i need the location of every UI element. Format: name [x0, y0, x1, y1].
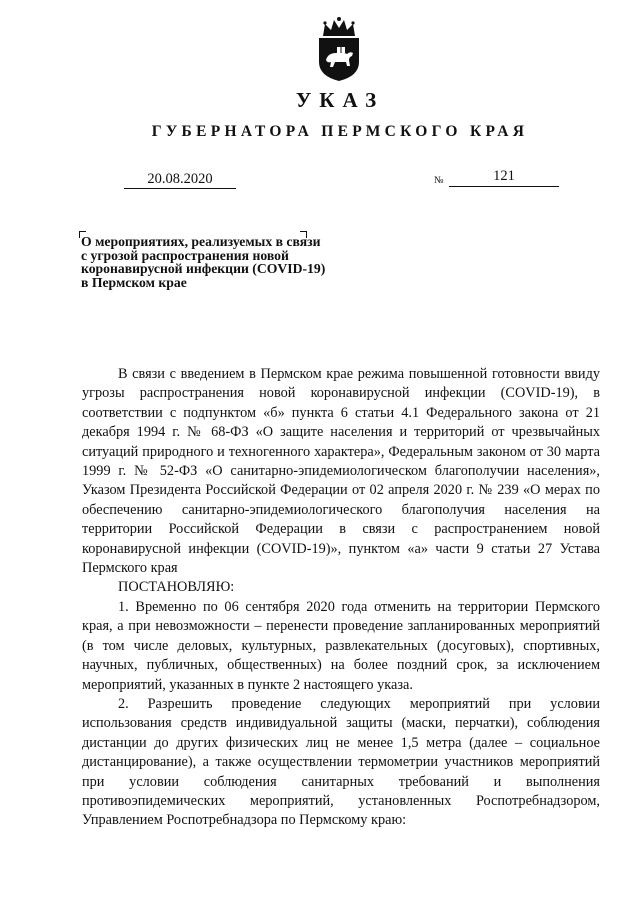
document-title: УКАЗ — [295, 88, 385, 112]
heading-line: в Пермском крае — [81, 274, 187, 290]
heading-line: О мероприятиях, реализуемых в связи — [81, 234, 321, 249]
heading-line: с угрозой распространения новой — [81, 247, 289, 263]
resolve-line: ПОСТАНОВЛЯЮ: — [118, 579, 235, 596]
perm-krai-coat-of-arms-icon — [313, 16, 365, 82]
number-sign: № — [434, 175, 444, 186]
document-heading — [81, 235, 381, 289]
document-number: 121 — [449, 166, 559, 187]
preamble-paragraph: В связи с введением в Пермском крае режима повышенной готовности ввиду угрозы распространения новой коронавирусной инфекции (COVID-19), в соответствии с подпунктом «б» пункта 6 статьи 4.1 Федерального закона от 21 декабря 1994 г. № 68-ФЗ «О защите населения и территорий от чрезвычайных ситуаций природного и техногенного характера», Федеральным законом от 30 марта 1999 г. № 52-ФЗ «О санитарно-эпидемиологическом благополучии населения», Указом Президента Российской Федерации от 02 апреля 2020 г. № 239 «О мерах по обеспечению санитарно-эпидемиологического благополучия населения на территории Российской Федерации в связи с распространением новой коронавирусной инфекции (COVID-19)», пунктом «а» части 9 статьи 27 Устава Пермского края — [82, 366, 600, 577]
document-body — [82, 365, 600, 831]
item-2-paragraph: 2. Разрешить проведение следующих мероприятий при условии использования средств индивидуальной защиты (маски, перчатки), соблюдения дистанции до других физических лиц не менее 1,5 метра (далее – социальное дистанцирование), а также осуществлении термометрии участников мероприятий при условии соблюдения санитарных требований и выполнения противоэпидемических мероприятий, установленных Роспотребнадзором, Управлением Роспотребнадзора по Пермскому краю: — [82, 695, 600, 829]
item-1-paragraph: 1. Временно по 06 сентября 2020 года отменить на территории Пермского края, а при невозможности – перенести проведение запланированных мероприятий (в том числе деловых, культурных, развлекательных (досуговых), спортивных, научных, публичных, общественных) на более поздний срок, за исключением мероприятий, указанных в пункте 2 настоящего указа. — [82, 598, 600, 693]
heading-line: коронавирусной инфекции (COVID-19) — [81, 261, 326, 276]
document-date: 20.08.2020 — [124, 170, 236, 189]
document-issuer: ГУБЕРНАТОРА ПЕРМСКОГО КРАЯ — [151, 123, 529, 140]
